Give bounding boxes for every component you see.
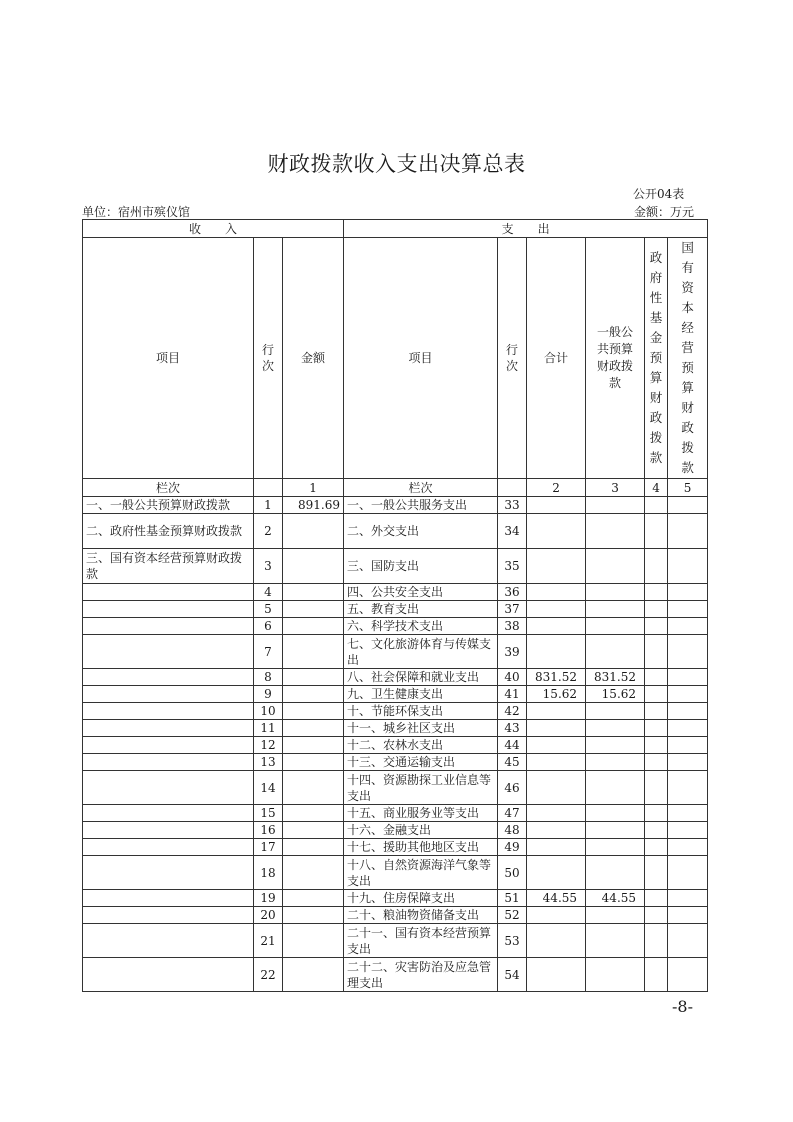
expense-row-number: 51 [498, 890, 527, 907]
column-number-1: 1 [283, 479, 344, 497]
income-amount [283, 958, 344, 992]
expense-general-budget [586, 618, 645, 635]
expense-stateown-budget [668, 669, 708, 686]
income-item [83, 669, 254, 686]
table-row [83, 669, 708, 686]
income-header: 收 入 [83, 220, 344, 238]
income-amount [283, 618, 344, 635]
expense-general-budget [586, 703, 645, 720]
expense-item: 七、文化旅游体育与传媒支出 [344, 635, 498, 669]
expense-stateown-budget [668, 618, 708, 635]
expense-row-number: 46 [498, 771, 527, 805]
expense-govfund-budget [645, 686, 668, 703]
expense-govfund-budget [645, 618, 668, 635]
expense-stateown-budget [668, 703, 708, 720]
income-item [83, 958, 254, 992]
expense-total [527, 618, 586, 635]
expense-govfund-budget [645, 549, 668, 584]
expense-item: 四、公共安全支出 [344, 584, 498, 601]
expense-general-budget [586, 839, 645, 856]
income-amount [283, 907, 344, 924]
expense-row-number: 36 [498, 584, 527, 601]
expense-stateown-budget [668, 924, 708, 958]
expense-item: 二十、粮油物资储备支出 [344, 907, 498, 924]
income-item [83, 907, 254, 924]
expense-stateown-budget [668, 822, 708, 839]
table-row [83, 497, 708, 514]
income-amount [283, 822, 344, 839]
table-row [83, 635, 708, 669]
table-row [83, 924, 708, 958]
expense-total [527, 497, 586, 514]
expense-row-number: 38 [498, 618, 527, 635]
expense-stateown-budget [668, 754, 708, 771]
income-amount [283, 720, 344, 737]
table-row [83, 601, 708, 618]
expense-total [527, 856, 586, 890]
expense-total [527, 839, 586, 856]
expense-govfund-budget [645, 703, 668, 720]
table-row [83, 754, 708, 771]
income-amount: 891.69 [283, 497, 344, 514]
expense-govfund-budget [645, 805, 668, 822]
expense-govfund-budget [645, 890, 668, 907]
table-row [83, 703, 708, 720]
expense-row-number: 49 [498, 839, 527, 856]
empty-cell [498, 479, 527, 497]
expense-row-number: 34 [498, 514, 527, 549]
expense-item: 二十二、灾害防治及应急管理支出 [344, 958, 498, 992]
expense-general-budget [586, 924, 645, 958]
expense-total [527, 924, 586, 958]
expense-item: 十七、援助其他地区支出 [344, 839, 498, 856]
income-item [83, 618, 254, 635]
income-row-number: 1 [254, 497, 283, 514]
income-item [83, 635, 254, 669]
empty-cell [254, 479, 283, 497]
expense-total: 831.52 [527, 669, 586, 686]
expense-row-number: 42 [498, 703, 527, 720]
expense-item: 八、社会保障和就业支出 [344, 669, 498, 686]
income-amount [283, 635, 344, 669]
expense-stateown-budget [668, 601, 708, 618]
expense-general-budget [586, 958, 645, 992]
expense-total [527, 771, 586, 805]
expense-row-number: 53 [498, 924, 527, 958]
income-amount [283, 514, 344, 549]
expense-stateown-budget [668, 584, 708, 601]
income-item [83, 737, 254, 754]
table-row [83, 584, 708, 601]
expense-total [527, 958, 586, 992]
income-amount [283, 839, 344, 856]
expense-stateown-budget [668, 839, 708, 856]
expense-item: 六、科学技术支出 [344, 618, 498, 635]
expense-row-number: 37 [498, 601, 527, 618]
expense-total [527, 514, 586, 549]
page-title: 财政拨款收入支出决算总表 [267, 152, 526, 176]
expense-govfund-budget [645, 601, 668, 618]
expense-govfund-header: 政府性基金预算财政拨款 [645, 238, 668, 479]
expense-general-budget [586, 549, 645, 584]
expense-row-number: 33 [498, 497, 527, 514]
expense-govfund-budget [645, 856, 668, 890]
expense-item: 三、国防支出 [344, 549, 498, 584]
income-row-number: 8 [254, 669, 283, 686]
expense-row-number: 44 [498, 737, 527, 754]
expense-item: 十、节能环保支出 [344, 703, 498, 720]
expense-stateown-budget [668, 805, 708, 822]
expense-stateown-budget [668, 856, 708, 890]
expense-total [527, 601, 586, 618]
expense-total [527, 754, 586, 771]
expense-header: 支 出 [344, 220, 708, 238]
expense-row-header: 行次 [498, 238, 527, 479]
income-row-number: 19 [254, 890, 283, 907]
income-amount [283, 549, 344, 584]
expense-row-number: 45 [498, 754, 527, 771]
income-row-number: 22 [254, 958, 283, 992]
income-amount [283, 686, 344, 703]
table-row [83, 514, 708, 549]
expense-item: 十九、住房保障支出 [344, 890, 498, 907]
income-amount [283, 856, 344, 890]
table-row [83, 618, 708, 635]
expense-total [527, 737, 586, 754]
income-item-header: 项目 [83, 238, 254, 479]
expense-govfund-budget [645, 669, 668, 686]
expense-item: 十八、自然资源海洋气象等支出 [344, 856, 498, 890]
table-row [83, 737, 708, 754]
expense-row-number: 47 [498, 805, 527, 822]
table-row [83, 720, 708, 737]
expense-row-number: 43 [498, 720, 527, 737]
expense-govfund-budget [645, 924, 668, 958]
expense-row-number: 50 [498, 856, 527, 890]
income-amount [283, 890, 344, 907]
income-item [83, 771, 254, 805]
expense-total [527, 720, 586, 737]
income-amount [283, 805, 344, 822]
expense-general-budget [586, 856, 645, 890]
amount-unit-label: 金额：万元 [634, 205, 695, 219]
income-amount [283, 703, 344, 720]
table-row [83, 907, 708, 924]
expense-item: 十一、城乡社区支出 [344, 720, 498, 737]
expense-total [527, 907, 586, 924]
expense-total [527, 549, 586, 584]
expense-total [527, 805, 586, 822]
income-item [83, 822, 254, 839]
expense-total-header: 合计 [527, 238, 586, 479]
expense-govfund-budget [645, 584, 668, 601]
expense-general-budget [586, 720, 645, 737]
income-amount [283, 771, 344, 805]
expense-item: 十四、资源勘探工业信息等支出 [344, 771, 498, 805]
income-item [83, 839, 254, 856]
income-amount [283, 584, 344, 601]
column-number-5: 5 [668, 479, 708, 497]
income-amount [283, 754, 344, 771]
income-item [83, 924, 254, 958]
income-row-number: 5 [254, 601, 283, 618]
expense-item-header: 项目 [344, 238, 498, 479]
income-row-number: 21 [254, 924, 283, 958]
expense-general-budget [586, 737, 645, 754]
expense-general-budget [586, 601, 645, 618]
income-item [83, 686, 254, 703]
column-number-2: 2 [527, 479, 586, 497]
expense-stateown-budget [668, 907, 708, 924]
table-row [83, 771, 708, 805]
column-label-income: 栏次 [83, 479, 254, 497]
expense-general-budget [586, 584, 645, 601]
income-amount [283, 924, 344, 958]
expense-item: 五、教育支出 [344, 601, 498, 618]
expense-item: 十三、交通运输支出 [344, 754, 498, 771]
income-row-number: 3 [254, 549, 283, 584]
income-row-number: 11 [254, 720, 283, 737]
income-row-number: 9 [254, 686, 283, 703]
income-item [83, 584, 254, 601]
expense-item: 一、一般公共服务支出 [344, 497, 498, 514]
appropriation-summary-table [82, 219, 708, 992]
income-row-number: 12 [254, 737, 283, 754]
income-amount-header: 金额 [283, 238, 344, 479]
income-row-number: 4 [254, 584, 283, 601]
income-item [83, 703, 254, 720]
table-row [83, 805, 708, 822]
expense-general-budget [586, 822, 645, 839]
expense-row-number: 54 [498, 958, 527, 992]
expense-item: 十二、农林水支出 [344, 737, 498, 754]
expense-govfund-budget [645, 907, 668, 924]
expense-stateown-budget [668, 686, 708, 703]
form-code: 公开04表 [633, 187, 685, 201]
income-item [83, 601, 254, 618]
expense-govfund-budget [645, 497, 668, 514]
expense-stateown-budget [668, 549, 708, 584]
income-row-header: 行次 [254, 238, 283, 479]
income-item [83, 890, 254, 907]
expense-item: 十五、商业服务业等支出 [344, 805, 498, 822]
expense-general-budget: 44.55 [586, 890, 645, 907]
expense-general-budget [586, 635, 645, 669]
expense-govfund-budget [645, 635, 668, 669]
income-amount [283, 601, 344, 618]
income-amount [283, 737, 344, 754]
income-row-number: 7 [254, 635, 283, 669]
table-row [83, 856, 708, 890]
expense-stateown-budget [668, 720, 708, 737]
expense-item: 二十一、国有资本经营预算支出 [344, 924, 498, 958]
expense-govfund-budget [645, 720, 668, 737]
income-row-number: 15 [254, 805, 283, 822]
expense-general-budget: 831.52 [586, 669, 645, 686]
expense-govfund-budget [645, 737, 668, 754]
expense-stateown-budget [668, 497, 708, 514]
income-item: 一、一般公共预算财政拨款 [83, 497, 254, 514]
expense-row-number: 48 [498, 822, 527, 839]
column-number-4: 4 [645, 479, 668, 497]
expense-general-budget [586, 907, 645, 924]
income-row-number: 17 [254, 839, 283, 856]
expense-stateown-budget [668, 958, 708, 992]
expense-row-number: 41 [498, 686, 527, 703]
expense-govfund-budget [645, 771, 668, 805]
income-row-number: 10 [254, 703, 283, 720]
income-item [83, 720, 254, 737]
expense-general-header: 一般公共预算财政拨款 [586, 238, 645, 479]
table-row [83, 958, 708, 992]
expense-govfund-budget [645, 754, 668, 771]
expense-govfund-budget [645, 514, 668, 549]
table-row [83, 686, 708, 703]
expense-stateown-budget [668, 514, 708, 549]
income-row-number: 16 [254, 822, 283, 839]
income-item [83, 856, 254, 890]
expense-row-number: 52 [498, 907, 527, 924]
expense-item: 二、外交支出 [344, 514, 498, 549]
expense-total: 44.55 [527, 890, 586, 907]
expense-general-budget [586, 754, 645, 771]
income-row-number: 14 [254, 771, 283, 805]
income-amount [283, 669, 344, 686]
expense-stateown-header: 国有资本经营预算财政拨款 [668, 238, 708, 479]
income-row-number: 6 [254, 618, 283, 635]
expense-total [527, 635, 586, 669]
income-item: 二、政府性基金预算财政拨款 [83, 514, 254, 549]
income-item: 三、国有资本经营预算财政拨款 [83, 549, 254, 584]
unit-label: 单位：宿州市殡仪馆 [82, 205, 191, 219]
expense-total [527, 822, 586, 839]
expense-row-number: 35 [498, 549, 527, 584]
table-row [83, 839, 708, 856]
expense-row-number: 39 [498, 635, 527, 669]
expense-stateown-budget [668, 737, 708, 754]
expense-govfund-budget [645, 839, 668, 856]
expense-general-budget [586, 805, 645, 822]
expense-govfund-budget [645, 958, 668, 992]
expense-stateown-budget [668, 890, 708, 907]
expense-total [527, 584, 586, 601]
expense-item: 九、卫生健康支出 [344, 686, 498, 703]
income-item [83, 754, 254, 771]
expense-item: 十六、金融支出 [344, 822, 498, 839]
expense-row-number: 40 [498, 669, 527, 686]
expense-general-budget [586, 514, 645, 549]
income-row-number: 2 [254, 514, 283, 549]
column-number-3: 3 [586, 479, 645, 497]
table-row [83, 822, 708, 839]
column-label-expense: 栏次 [344, 479, 498, 497]
income-row-number: 13 [254, 754, 283, 771]
table-row [83, 890, 708, 907]
income-row-number: 18 [254, 856, 283, 890]
page-number: -8- [672, 997, 693, 1016]
expense-general-budget [586, 497, 645, 514]
expense-govfund-budget [645, 822, 668, 839]
expense-stateown-budget [668, 635, 708, 669]
expense-stateown-budget [668, 771, 708, 805]
expense-total [527, 703, 586, 720]
income-row-number: 20 [254, 907, 283, 924]
expense-total: 15.62 [527, 686, 586, 703]
expense-general-budget [586, 771, 645, 805]
expense-general-budget: 15.62 [586, 686, 645, 703]
table-row [83, 549, 708, 584]
income-item [83, 805, 254, 822]
